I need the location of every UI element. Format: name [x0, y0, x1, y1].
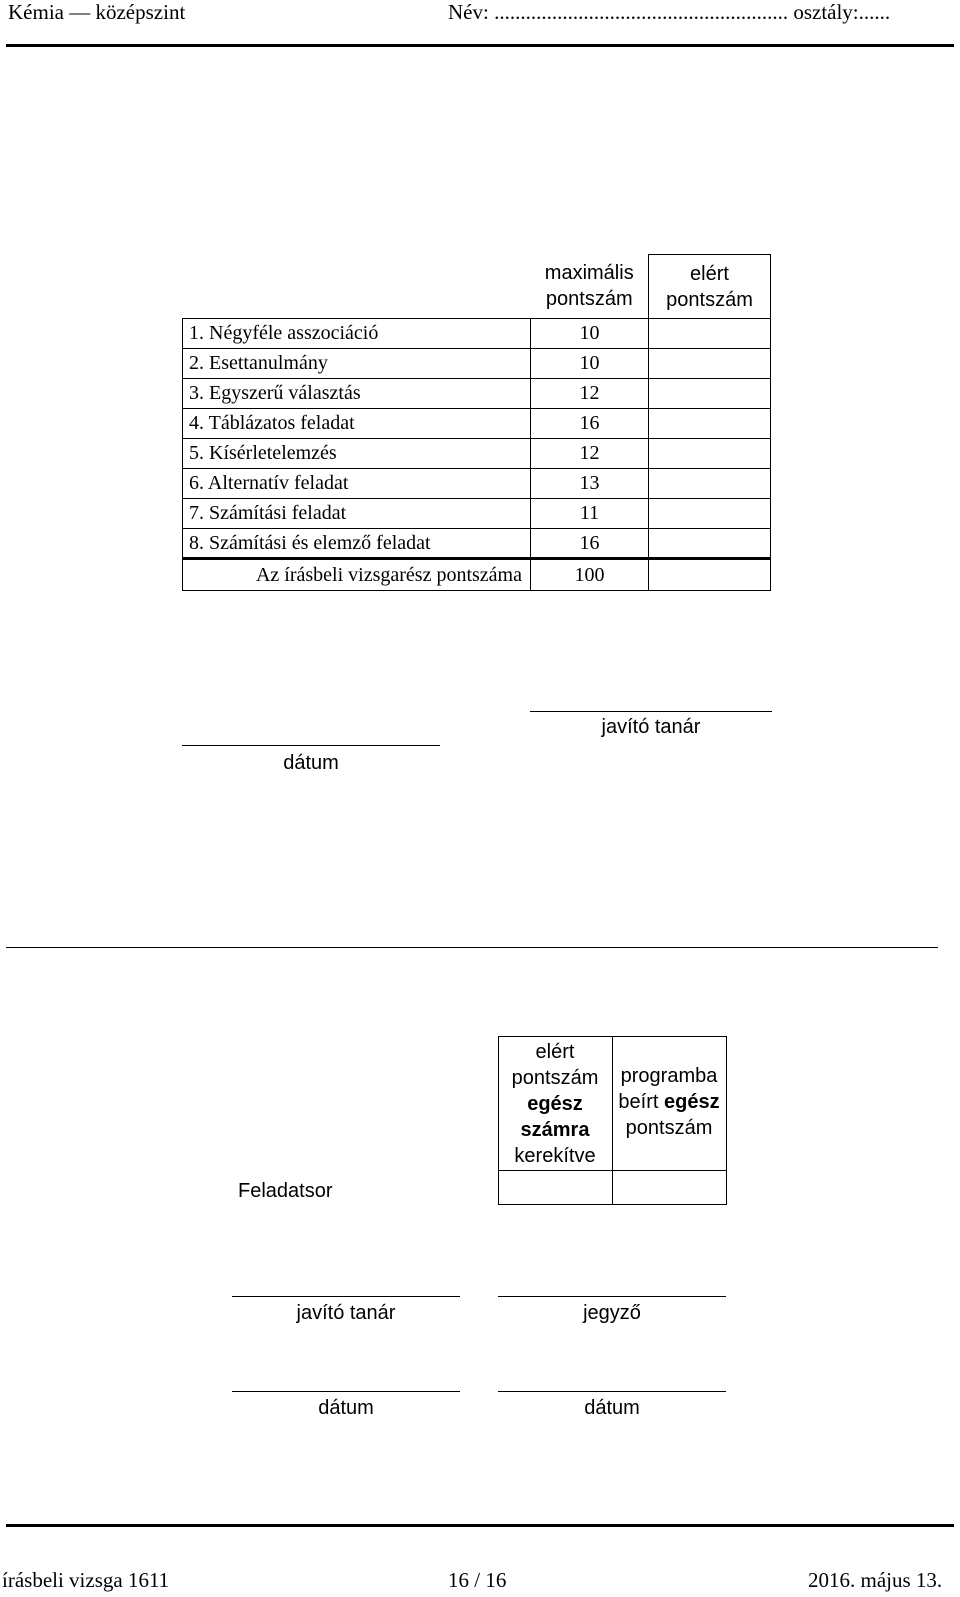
- task-name: 1. Négyféle asszociáció: [183, 319, 531, 349]
- table-row: [183, 409, 771, 439]
- score-table-header: [183, 255, 771, 319]
- score-table: [182, 254, 771, 591]
- task-name: 5. Kísérletelemzés: [183, 439, 531, 469]
- task-achieved-points-cell[interactable]: [649, 409, 771, 439]
- teacher-signature-label-2: javító tanár: [296, 1302, 396, 1324]
- date-label-right: dátum: [584, 1397, 640, 1419]
- task-achieved-points-cell[interactable]: [649, 499, 771, 529]
- task-achieved-points-cell[interactable]: [649, 319, 771, 349]
- date-signature-line[interactable]: [182, 745, 440, 746]
- achieved-points-header-line1: elért: [690, 262, 729, 285]
- entered-header-line1: programba: [620, 1065, 718, 1087]
- achieved-points-header: [649, 255, 771, 319]
- task-max-points: 12: [531, 379, 649, 409]
- rounded-header-line5: kerekítve: [514, 1144, 596, 1167]
- table-row: [183, 379, 771, 409]
- task-max-points: 10: [531, 349, 649, 379]
- footer-rule: [6, 1524, 954, 1527]
- total-achieved-points-cell[interactable]: [649, 559, 771, 591]
- header-subject: Kémia — középszint: [8, 0, 186, 24]
- task-max-points: 16: [531, 409, 649, 439]
- table-row: [183, 439, 771, 469]
- notary-signature-label: jegyző: [583, 1302, 641, 1324]
- rounded-header-line2: pontszám: [511, 1066, 599, 1089]
- final-score-row-label: [236, 1037, 498, 1205]
- footer-exam-code: írásbeli vizsga 1611: [2, 1568, 170, 1592]
- task-max-points: 11: [531, 499, 649, 529]
- task-max-points: 13: [531, 469, 649, 499]
- date-line-left[interactable]: [232, 1391, 460, 1392]
- task-achieved-points-cell[interactable]: [649, 529, 771, 559]
- table-row: [183, 469, 771, 499]
- task-name: 3. Egyszerű választás: [183, 379, 531, 409]
- entered-points-header: [612, 1037, 726, 1171]
- footer-date: 2016. május 13.: [808, 1568, 943, 1592]
- header-empty-cell: [183, 255, 531, 319]
- max-points-header-line1: maximális: [544, 262, 634, 285]
- entered-points-cell[interactable]: [612, 1171, 726, 1205]
- teacher-signature-line[interactable]: [530, 711, 772, 712]
- notary-signature-line[interactable]: [498, 1296, 726, 1297]
- task-max-points: 16: [531, 529, 649, 559]
- rounded-points-cell[interactable]: [498, 1171, 612, 1205]
- rounded-header-line3: egész: [527, 1092, 583, 1115]
- rounded-header-line4: számra: [520, 1118, 590, 1141]
- date-line-right[interactable]: [498, 1391, 726, 1392]
- max-points-header-line2: pontszám: [545, 288, 633, 311]
- total-label: Az írásbeli vizsgarész pontszáma: [183, 559, 531, 591]
- table-row: [183, 499, 771, 529]
- table-row: [183, 349, 771, 379]
- final-score-table: [236, 1036, 727, 1205]
- task-name: 7. Számítási feladat: [183, 499, 531, 529]
- date-signature-label: dátum: [283, 752, 339, 774]
- header-name-class: Név: ........................................................ osztály:......: [448, 0, 891, 24]
- total-max-points: 100: [531, 559, 649, 591]
- section-separator: [6, 947, 938, 948]
- feladatsor-label: Feladatsor: [238, 1179, 333, 1202]
- task-name: 6. Alternatív feladat: [183, 469, 531, 499]
- table-row: [183, 529, 771, 559]
- teacher-signature-label: javító tanár: [601, 716, 701, 738]
- achieved-points-header-line2: pontszám: [666, 288, 753, 311]
- table-row: [183, 319, 771, 349]
- entered-header-line3: pontszám: [625, 1117, 713, 1139]
- task-achieved-points-cell[interactable]: [649, 349, 771, 379]
- footer-page-number: 16 / 16: [448, 1568, 507, 1592]
- task-achieved-points-cell[interactable]: [649, 439, 771, 469]
- max-points-header: [531, 255, 649, 319]
- date-label-left: dátum: [318, 1397, 374, 1419]
- entered-header-line2: beírt: [618, 1091, 664, 1113]
- task-max-points: 12: [531, 439, 649, 469]
- final-score-header: [236, 1037, 726, 1171]
- task-max-points: 10: [531, 319, 649, 349]
- task-name: 8. Számítási és elemző feladat: [183, 529, 531, 559]
- task-achieved-points-cell[interactable]: [649, 379, 771, 409]
- task-name: 4. Táblázatos feladat: [183, 409, 531, 439]
- header-rule: [6, 44, 954, 47]
- task-achieved-points-cell[interactable]: [649, 469, 771, 499]
- entered-header-line2-bold: egész: [663, 1091, 720, 1113]
- total-row: [183, 559, 771, 591]
- rounded-points-header: [498, 1037, 612, 1171]
- rounded-header-line1: elért: [535, 1040, 575, 1063]
- task-name: 2. Esettanulmány: [183, 349, 531, 379]
- teacher-signature-line-2[interactable]: [232, 1296, 460, 1297]
